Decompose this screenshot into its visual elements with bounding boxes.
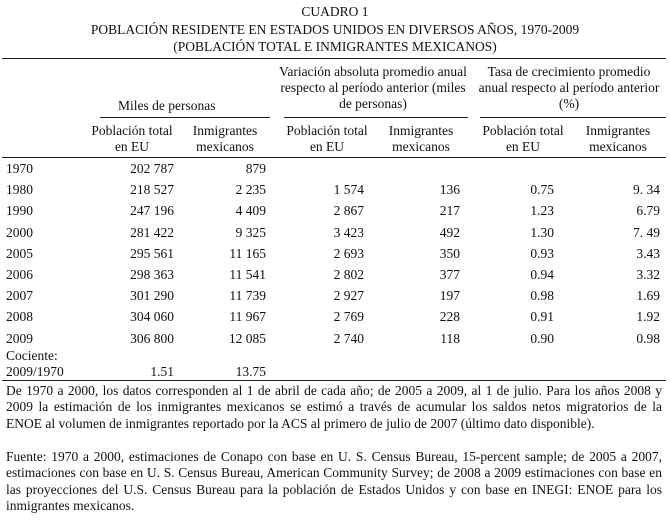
poblacion-cell: 301 290 [130,288,174,304]
cociente-poblacion: 1.51 [150,364,174,379]
table-subtitle: (POBLACIÓN TOTAL E INMIGRANTES MEXICANOS) [173,39,497,54]
inmigrantes-cell: 11 967 [229,309,266,325]
year-cell: 1980 [6,182,33,198]
tasa-inmigrantes-cell: 1.69 [636,288,660,304]
top-rule [2,58,666,59]
group-underline-tasa [480,117,666,118]
col-header-var-inmigrantes: Inmigrantes mexicanos [388,123,454,155]
var-poblacion-cell: 2 867 [333,203,364,219]
tasa-inmigrantes-cell: 7. 49 [633,224,660,240]
var-inmigrantes-cell: 228 [439,309,460,325]
inmigrantes-cell: 11 541 [229,267,266,282]
var-inmigrantes-cell: 492 [439,224,460,240]
tasa-poblacion-cell: 0.98 [530,288,554,304]
note-paragraph: De 1970 a 2000, los datos corresponden al 1 de abril de cada año; de 2005 a 2009, al 1 de julio. Para los años 2008 y 2009 la estimación de los inmigrantes mexicanos se estimó a través de acumular los saldos netos migratorios de la ENOE al volumen de inmigrantes reportado por la ACS al primero de julio de 2007 (último dato disponible). [6,383,662,431]
col-header-inmigrantes: Inmigrantes mexicanos [192,123,258,155]
poblacion-cell: 295 561 [130,245,174,261]
inmigrantes-cell: 2 235 [235,182,266,198]
tasa-inmigrantes-cell: 0.98 [636,330,660,346]
inmigrantes-cell: 4 409 [235,203,266,219]
var-inmigrantes-cell: 377 [439,267,460,282]
table-number: CUADRO 1 [301,4,369,19]
poblacion-cell: 304 060 [130,309,174,325]
var-poblacion-cell: 2 927 [333,288,364,304]
tasa-poblacion-cell: 0.75 [530,182,554,198]
tasa-inmigrantes-cell: 3.32 [636,267,660,282]
var-inmigrantes-cell: 136 [439,182,460,198]
var-poblacion-cell: 1 574 [333,182,364,198]
year-cell: 2007 [6,288,33,304]
bottom-rule [2,380,666,381]
header-bottom-rule [2,157,666,158]
poblacion-cell: 218 527 [130,182,174,198]
year-cell: 2006 [6,267,33,282]
var-inmigrantes-cell: 217 [439,203,460,219]
col-header-var-poblacion: Población total en EU [286,123,368,155]
poblacion-cell: 247 196 [130,203,174,219]
tasa-poblacion-cell: 1.23 [530,203,554,219]
tasa-poblacion-cell: 0.90 [530,330,554,346]
var-poblacion-cell: 2 769 [333,309,364,325]
poblacion-cell: 281 422 [130,224,174,240]
col-header-tasa-inmigrantes: Inmigrantes mexicanos [585,123,651,155]
year-cell: 2009 [6,330,33,346]
table-title: POBLACIÓN RESIDENTE EN ESTADOS UNIDOS EN DIVERSOS AÑOS, 1970-2009 [90,22,580,37]
group-header-miles: Miles de personas [118,98,216,113]
tasa-poblacion-cell: 1.30 [530,224,554,240]
tasa-inmigrantes-cell: 6.79 [636,203,660,219]
var-poblacion-cell: 3 423 [333,224,364,240]
inmigrantes-cell: 11 165 [229,245,266,261]
poblacion-cell: 202 787 [130,161,174,176]
var-poblacion-cell: 2 693 [333,245,364,261]
poblacion-cell: 298 363 [130,267,174,282]
tasa-inmigrantes-cell: 9. 34 [633,182,660,198]
poblacion-cell: 306 800 [130,330,174,346]
group-underline-variacion [284,117,468,118]
var-inmigrantes-cell: 197 [439,288,460,304]
inmigrantes-cell: 9 325 [235,224,266,240]
year-cell: 1970 [6,161,33,176]
group-header-tasa: Tasa de crecimiento promedio anual respecto al período anterior (%) [478,64,660,112]
year-cell: 2000 [6,224,33,240]
inmigrantes-cell: 12 085 [228,330,266,346]
cociente-label: Cociente: [6,348,58,363]
inmigrantes-cell: 879 [245,161,266,176]
var-inmigrantes-cell: 350 [439,245,460,261]
var-poblacion-cell: 2 802 [333,267,364,282]
tasa-inmigrantes-cell: 1.92 [636,309,660,325]
inmigrantes-cell: 11 739 [229,288,266,304]
year-cell: 2008 [6,309,33,325]
cociente-period: 2009/1970 [6,364,64,379]
tasa-inmigrantes-cell: 3.43 [636,245,660,261]
group-header-variacion: Variación absoluta promedio anual respecto al período anterior (miles de personas) [279,64,467,112]
var-inmigrantes-cell: 118 [440,330,460,346]
year-cell: 2005 [6,245,33,261]
tasa-poblacion-cell: 0.91 [530,309,554,325]
col-header-poblacion: Población total en EU [91,123,173,155]
source-paragraph: Fuente: 1970 a 2000, estimaciones de Conapo con base en U. S. Census Bureau, 15-percent sample; de 2005 a 2007, estimaciones con base en U. S. Census Bureau, American Community Survey; de 2008 a 2009 estimaciones con base en las proyecciones del U.S. Census Bureau para la población de Estados Unidos y con base en INEGI: ENOE para los inmigrantes mexicanos. [6,449,662,514]
var-poblacion-cell: 2 740 [333,330,364,346]
year-cell: 1990 [6,203,33,219]
tasa-poblacion-cell: 0.93 [530,245,554,261]
tasa-poblacion-cell: 0.94 [530,267,554,282]
col-header-tasa-poblacion: Población total en EU [482,123,564,155]
group-underline-miles [100,117,270,118]
cociente-inmigrantes: 13.75 [235,364,266,379]
